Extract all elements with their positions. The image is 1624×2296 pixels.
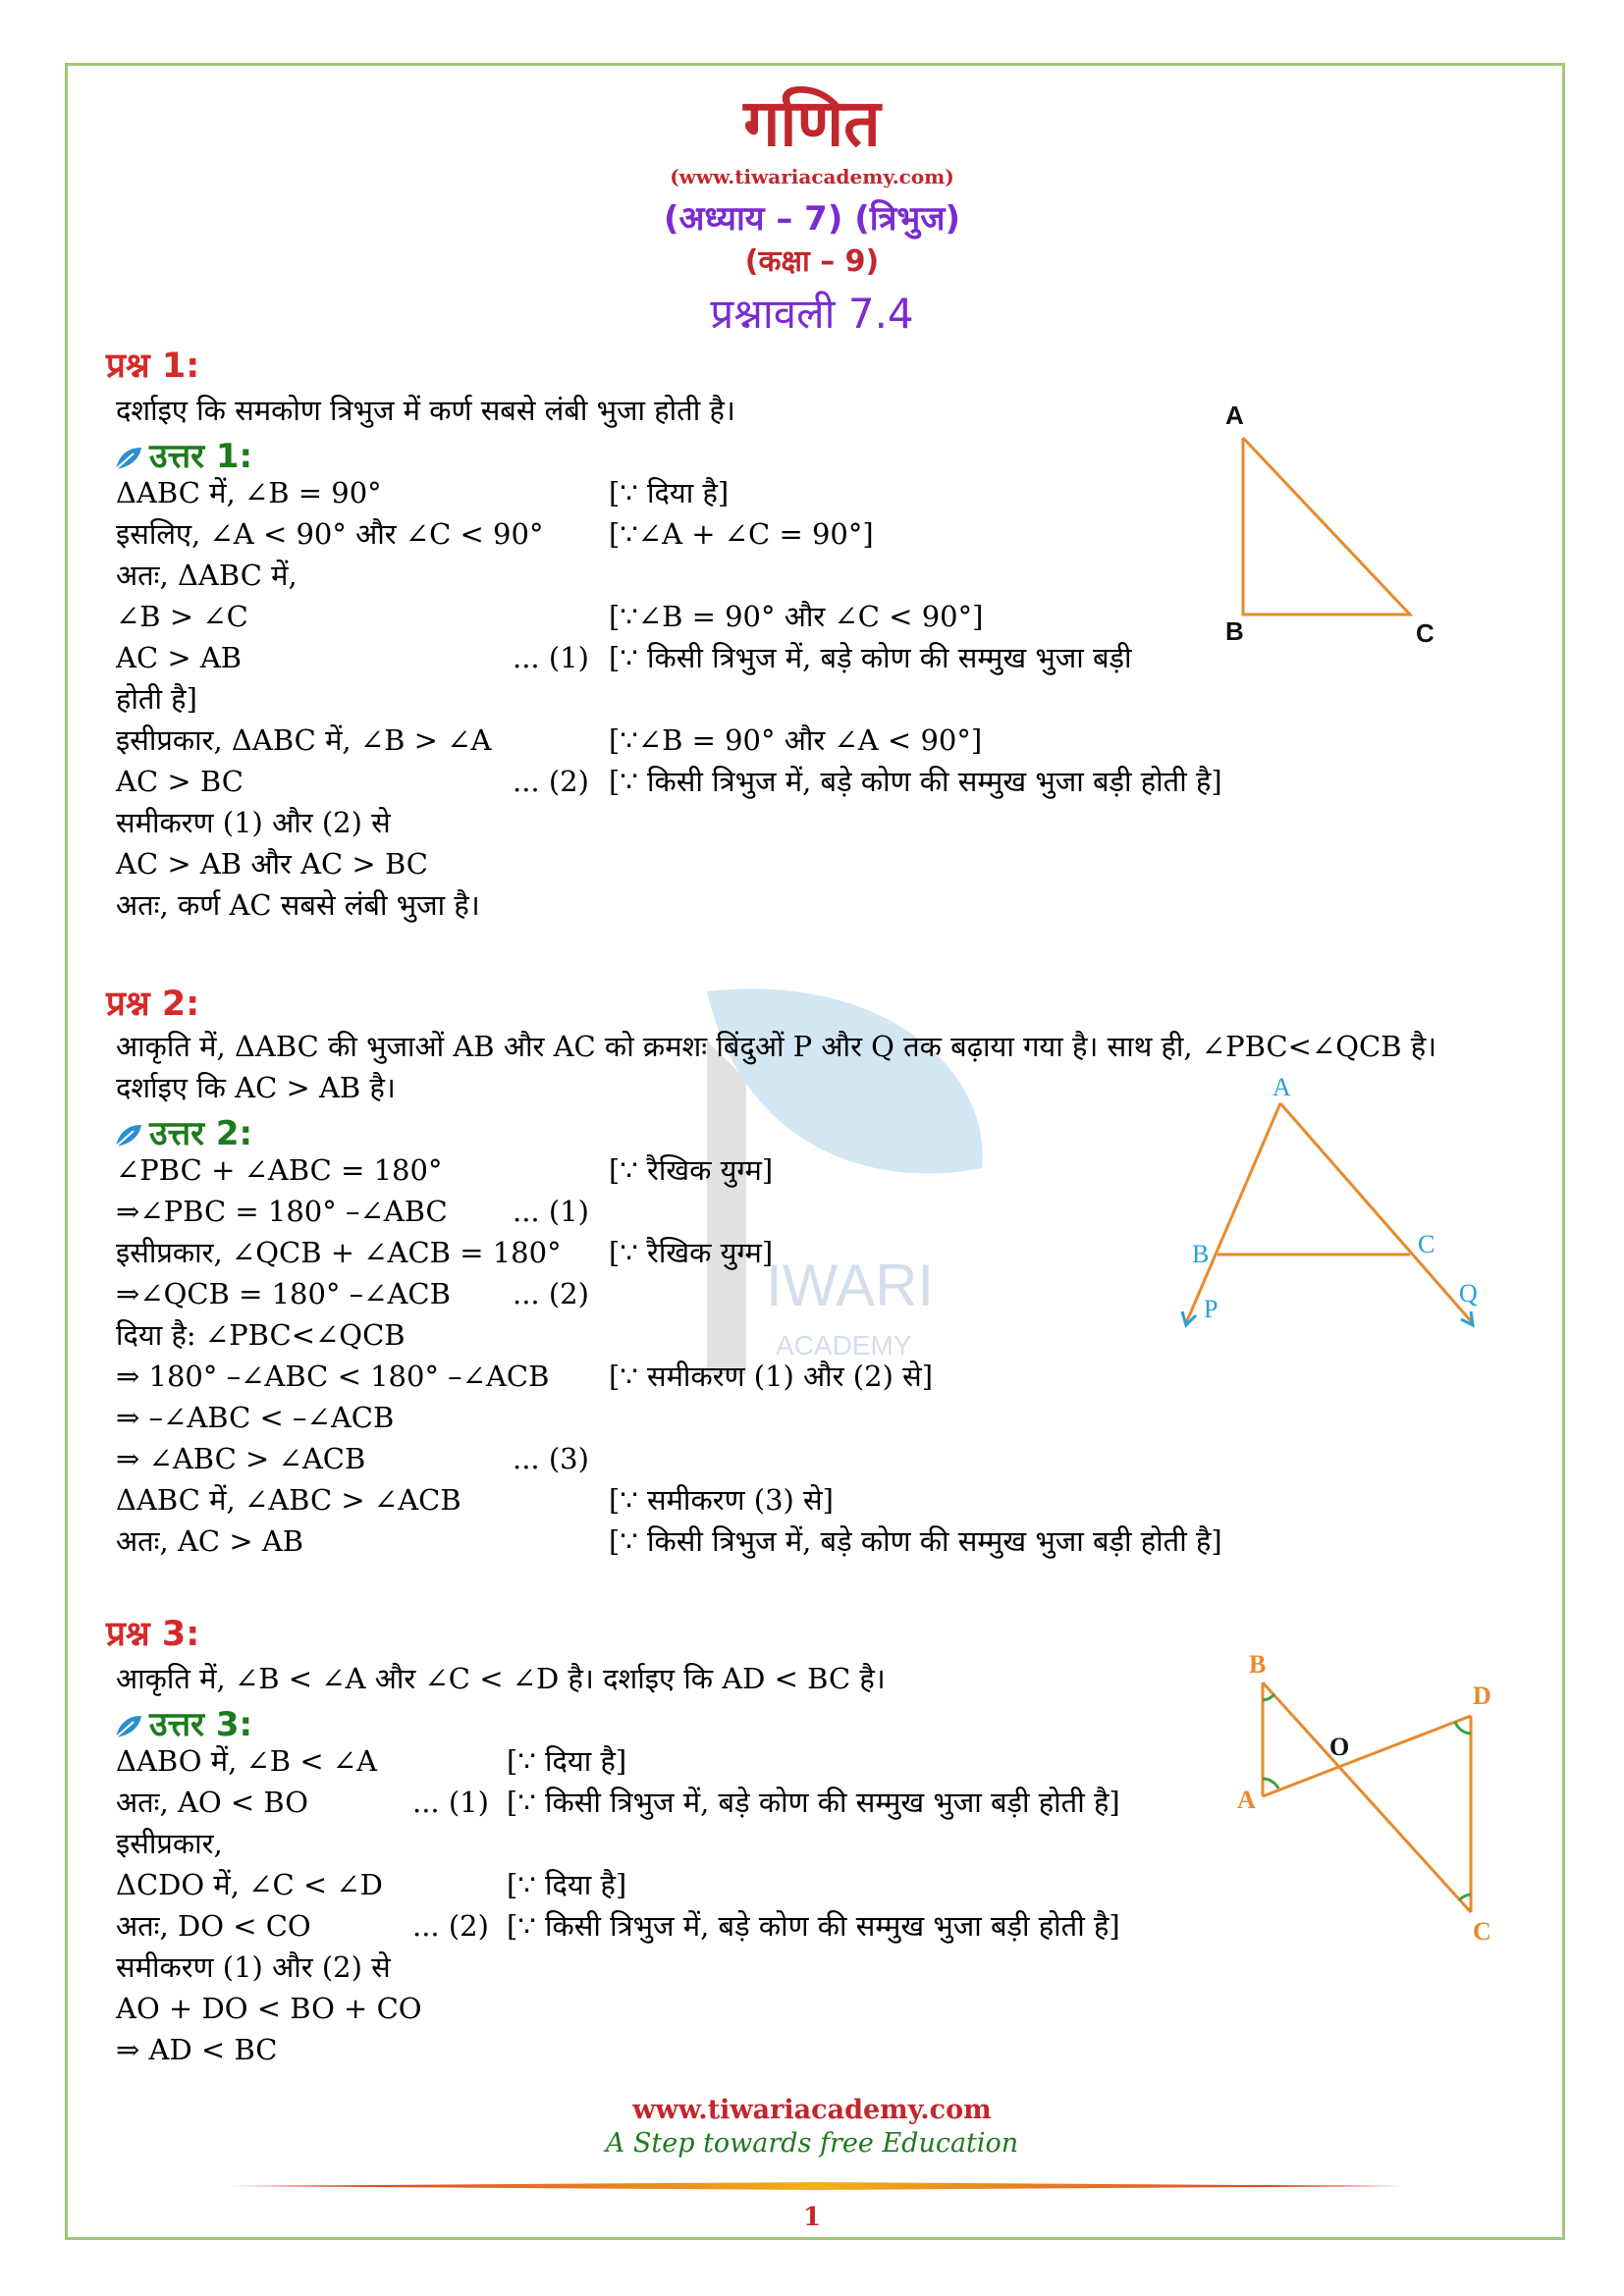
answer-line-num: ... (1) xyxy=(412,1786,489,1819)
answer-line-stmt: ⇒∠QCB = 180° –∠ACB xyxy=(116,1277,451,1310)
question-2-label: प्रश्न 2: xyxy=(106,985,200,1024)
answer-line-stmt: इसलिए, ∠A < 90° और ∠C < 90° xyxy=(116,517,544,551)
answer-line-reason: [∵∠A + ∠C = 90°] xyxy=(609,517,874,551)
answer-line-reason: [∵ दिया है] xyxy=(507,1744,627,1778)
footer-divider xyxy=(226,2181,1404,2191)
exercise-heading: प्रश्नावली 7.4 xyxy=(710,290,914,338)
answer-line-stmt: ⇒ –∠ABC < –∠ACB xyxy=(116,1401,395,1434)
answer-2-label: उत्तर 2: xyxy=(114,1109,252,1154)
triangle-abc xyxy=(1243,438,1410,614)
answer-line-num: ... (2) xyxy=(513,765,589,798)
answer-line-stmt: AC > BC xyxy=(116,765,244,798)
answer-line-reason: [∵ किसी त्रिभुज में, बड़े कोण की सम्मुख भुजा बड़ी होती है] xyxy=(507,1786,1120,1819)
vertex-d-label: D xyxy=(1473,1682,1491,1710)
vertex-c-label: C xyxy=(1416,618,1435,648)
vertex-a-label: A xyxy=(1225,400,1244,430)
answer-line-stmt: ⇒ AD < BC xyxy=(116,2033,278,2066)
chapter-heading: (अध्याय – 7) (त्रिभुज) xyxy=(663,199,961,239)
watermark-text-1: IWARI xyxy=(766,1253,935,1318)
answer-line-stmt: AO + DO < BO + CO xyxy=(116,1992,422,2025)
point-o-label: O xyxy=(1329,1733,1350,1761)
answer-line-stmt: AC > AB xyxy=(116,641,243,674)
answer-line-stmt: AC > AB और AC > BC xyxy=(116,847,428,881)
watermark-text-2: ACADEMY xyxy=(776,1330,912,1361)
vertex-a-label: A xyxy=(1272,1073,1291,1101)
page-number: 1 xyxy=(802,2203,822,2232)
figure-q1-triangle xyxy=(1208,393,1463,648)
answer-3-label: उत्तर 3: xyxy=(114,1700,252,1745)
answer-line-stmt: दिया है: ∠PBC<∠QCB xyxy=(116,1318,406,1352)
question-1-text: दर्शाइए कि समकोण त्रिभुज में कर्ण सबसे लंबी भुजा होती है। xyxy=(116,394,735,427)
answer-line-reason: [∵ रैखिक युग्म] xyxy=(609,1236,774,1269)
answer-line-num: ... (1) xyxy=(513,1195,589,1228)
leaf-icon xyxy=(114,446,143,471)
page-title: गणित xyxy=(743,85,881,161)
answer-line-reason: [∵ किसी त्रिभुज में, बड़े कोण की सम्मुख भुजा बड़ी होती है] xyxy=(507,1909,1120,1943)
vertex-b-label: B xyxy=(1225,616,1244,646)
leaf-icon xyxy=(114,1714,143,1739)
answer-line-stmt: इसीप्रकार, xyxy=(116,1827,223,1860)
footer-url[interactable]: www.tiwariacademy.com xyxy=(632,2095,992,2125)
answer-line-stmt: अतः, AO < BO xyxy=(116,1786,309,1819)
answer-line-stmt: ∠B > ∠C xyxy=(116,600,248,633)
class-heading: (कक्षा – 9) xyxy=(744,244,880,279)
answer-line-stmt: अतः, ΔABC में, xyxy=(116,559,298,592)
answer-line-stmt: ⇒ ∠ABC > ∠ACB xyxy=(116,1442,366,1475)
answer-line-stmt: ΔABO में, ∠B < ∠A xyxy=(116,1744,378,1778)
angle-b-mark xyxy=(1263,1694,1274,1700)
vertex-c-label: C xyxy=(1418,1230,1435,1258)
answer-line-num: ... (3) xyxy=(513,1442,589,1475)
question-3-label: प्रश्न 3: xyxy=(106,1615,200,1654)
answer-line-reason: [∵ किसी त्रिभुज में, बड़े कोण की सम्मुख भुजा बड़ी होती है] xyxy=(609,1524,1222,1558)
answer-line-stmt: अतः, कर्ण AC सबसे लंबी भुजा है। xyxy=(116,888,480,922)
question-2-text-2: दर्शाइए कि AC > AB है। xyxy=(116,1071,396,1104)
answer-line-reason: [∵ समीकरण (3) से] xyxy=(609,1483,834,1517)
leaf-icon xyxy=(114,1123,143,1148)
footer-tagline: A Step towards free Education xyxy=(605,2128,1019,2159)
answer-line-reason: [∵ रैखिक युग्म] xyxy=(609,1153,774,1187)
vertex-b-label: B xyxy=(1192,1240,1210,1268)
answer-line-stmt: अतः, AC > AB xyxy=(116,1524,304,1558)
website-header: (www.tiwariacademy.com) xyxy=(670,165,954,188)
point-q-label: Q xyxy=(1459,1279,1478,1308)
line-ad xyxy=(1263,1716,1471,1796)
answer-line-stmt: ⇒∠PBC = 180° –∠ABC xyxy=(116,1195,448,1228)
vertex-c-label: C xyxy=(1473,1917,1491,1946)
answer-line-reason: [∵∠B = 90° और ∠A < 90°] xyxy=(609,723,983,757)
answer-line-stmt: ΔCDO में, ∠C < ∠D xyxy=(116,1868,383,1901)
angle-a-mark xyxy=(1263,1779,1278,1789)
question-2-text-1: आकृति में, ΔABC की भुजाओं AB और AC को क्रमशः बिंदुओं P और Q तक बढ़ाया गया है। साथ ही, ∠PBC<∠QCB है। xyxy=(116,1030,1437,1063)
answer-line-stmt: समीकरण (1) और (2) से xyxy=(116,806,391,839)
answer-line-stmt: होती है] xyxy=(116,682,197,716)
answer-line-num: ... (2) xyxy=(412,1909,489,1943)
answer-line-stmt: ΔABC में, ∠ABC > ∠ACB xyxy=(116,1483,461,1517)
answer-line-reason: [∵∠B = 90° और ∠C < 90°] xyxy=(609,600,984,633)
question-3-text: आकृति में, ∠B < ∠A और ∠C < ∠D है। दर्शाइए कि AD < BC है। xyxy=(116,1662,886,1695)
answer-line-reason: [∵ किसी त्रिभुज में, बड़े कोण की सम्मुख भुजा बड़ी होती है] xyxy=(609,765,1222,798)
answer-line-num: ... (2) xyxy=(513,1277,589,1310)
answer-line-reason: [∵ दिया है] xyxy=(609,476,730,509)
line-bc xyxy=(1263,1682,1471,1912)
answer-line-reason: [∵ किसी त्रिभुज में, बड़े कोण की सम्मुख भुजा बड़ी xyxy=(609,641,1132,674)
vertex-b-label: B xyxy=(1249,1650,1267,1679)
answer-line-stmt: ∠PBC + ∠ABC = 180° xyxy=(116,1153,443,1187)
answer-line-stmt: समीकरण (1) और (2) से xyxy=(116,1950,391,1984)
answer-line-stmt: इसीप्रकार, ∠QCB + ∠ACB = 180° xyxy=(116,1236,562,1269)
angle-c-mark xyxy=(1459,1895,1471,1900)
angle-d-mark xyxy=(1455,1722,1471,1734)
question-1-label: प्रश्न 1: xyxy=(106,347,200,386)
answer-line-stmt: ΔABC में, ∠B = 90° xyxy=(116,476,382,509)
answer-line-reason: [∵ समीकरण (1) और (2) से] xyxy=(609,1360,934,1393)
answer-line-num: ... (1) xyxy=(513,641,589,674)
line-aq xyxy=(1280,1103,1473,1323)
answer-1-label: उत्तर 1: xyxy=(114,432,252,477)
figure-q2-triangle xyxy=(1178,1070,1512,1345)
answer-line-stmt: अतः, DO < CO xyxy=(116,1909,311,1943)
answer-line-stmt: इसीप्रकार, ΔABC में, ∠B > ∠A xyxy=(116,723,492,757)
vertex-a-label: A xyxy=(1237,1786,1256,1814)
figure-q3-crossed-triangles xyxy=(1227,1649,1512,1953)
line-ap xyxy=(1186,1103,1280,1323)
answer-line-stmt: ⇒ 180° –∠ABC < 180° –∠ACB xyxy=(116,1360,550,1393)
answer-line-reason: [∵ दिया है] xyxy=(507,1868,627,1901)
point-p-label: P xyxy=(1204,1295,1218,1323)
